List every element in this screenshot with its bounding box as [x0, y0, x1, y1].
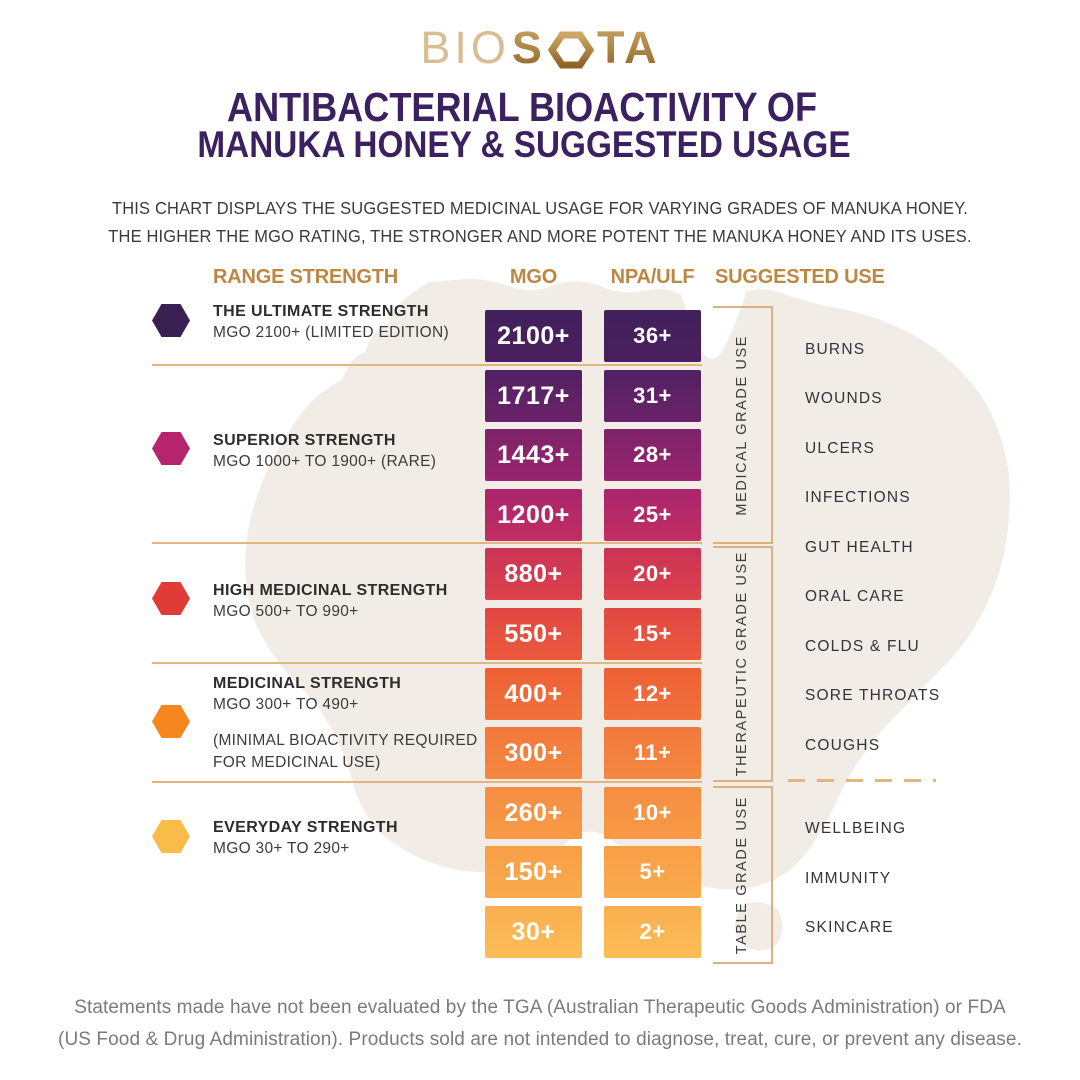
mgo-value-cell: 260+ — [485, 787, 582, 839]
group-divider-line — [152, 364, 702, 366]
intro-text-line1: THIS CHART DISPLAYS THE SUGGESTED MEDICINAL USAGE FOR VARYING GRADES OF MANUKA HONEY. — [111, 198, 969, 218]
use-item-wounds: WOUNDS — [805, 390, 883, 407]
npa-value-cell: 28+ — [604, 429, 701, 481]
npa-value-cell: 20+ — [604, 548, 701, 600]
column-header-npa-ulf: NPA/ULF — [610, 266, 695, 288]
use-item-immunity: IMMUNITY — [805, 870, 892, 887]
use-item-gut-health: GUT HEALTH — [805, 539, 914, 556]
use-item-wellbeing: WELLBEING — [805, 820, 907, 837]
npa-value-cell: 12+ — [604, 668, 701, 720]
group-divider-line — [152, 781, 702, 783]
grade-label-therapeutic: THERAPEUTIC GRADE USE — [734, 551, 750, 777]
group-title: EVERYDAY STRENGTH — [213, 819, 398, 836]
strength-group-medicinal — [213, 673, 498, 774]
npa-value-cell: 2+ — [604, 906, 701, 958]
group-note: (MINIMAL BIOACTIVITY REQUIRED FOR MEDICINAL USE) — [213, 732, 478, 771]
page-title-line1: ANTIBACTERIAL BIOACTIVITY OF — [227, 84, 817, 130]
use-item-burns: BURNS — [805, 341, 866, 358]
group-subtitle: MGO 300+ TO 490+ — [213, 696, 359, 713]
group-subtitle: MGO 2100+ (LIMITED EDITION) — [213, 324, 449, 341]
group-title: MEDICINAL STRENGTH — [213, 675, 402, 692]
use-item-sore-throats: SORE THROATS — [805, 687, 941, 704]
disclaimer-line2: (US Food & Drug Administration). Products sold are not intended to diagnose, treat, cure, or prevent any disease. — [58, 1029, 1022, 1050]
mgo-value-cell: 1717+ — [485, 370, 582, 422]
npa-value-cell: 10+ — [604, 787, 701, 839]
mgo-value-cell: 2100+ — [485, 310, 582, 362]
brand-logo — [0, 20, 1080, 76]
mgo-value-cell: 880+ — [485, 548, 582, 600]
mgo-value-cell: 550+ — [485, 608, 582, 660]
group-subtitle: MGO 500+ TO 990+ — [213, 603, 359, 620]
strength-group-high-medicinal — [213, 580, 448, 622]
mgo-value-cell: 1200+ — [485, 489, 582, 541]
npa-value-cell: 15+ — [604, 608, 701, 660]
mgo-value-cell: 30+ — [485, 906, 582, 958]
column-header-range-strength: RANGE STRENGTH — [213, 266, 398, 288]
use-item-ulcers: ULCERS — [805, 440, 876, 457]
npa-value-cell: 31+ — [604, 370, 701, 422]
grade-bracket-table — [713, 786, 773, 964]
strength-group-superior — [213, 430, 436, 472]
mgo-value-cell: 300+ — [485, 727, 582, 779]
group-title: THE ULTIMATE STRENGTH — [213, 303, 429, 320]
grade-bracket-therapeutic — [713, 546, 773, 782]
use-item-coughs: COUGHS — [805, 737, 881, 754]
column-header-mgo: MGO — [509, 266, 558, 288]
logo-text-ta: TA — [596, 22, 660, 73]
group-divider-line — [152, 542, 702, 544]
hexagon-o-icon — [548, 30, 594, 70]
logo-text-s: S — [511, 22, 545, 73]
mgo-value-cell: 1443+ — [485, 429, 582, 481]
use-item-oral-care: ORAL CARE — [805, 588, 905, 605]
dashed-divider-line — [788, 779, 936, 782]
group-subtitle: MGO 30+ TO 290+ — [213, 840, 350, 857]
intro-text-line2: THE HIGHER THE MGO RATING, THE STRONGER AND MORE POTENT THE MANUKA HONEY AND ITS USES. — [108, 226, 972, 246]
use-item-colds-flu: COLDS & FLU — [805, 638, 920, 655]
group-divider-line — [152, 662, 702, 664]
mgo-value-cell: 150+ — [485, 846, 582, 898]
group-title: SUPERIOR STRENGTH — [213, 432, 396, 449]
use-item-skincare: SKINCARE — [805, 919, 894, 936]
group-subtitle: MGO 1000+ TO 1900+ (RARE) — [213, 453, 437, 470]
column-header-suggested-use: SUGGESTED USE — [715, 266, 885, 288]
strength-group-everyday — [213, 817, 398, 859]
npa-value-cell: 11+ — [604, 727, 701, 779]
strength-group-ultimate — [213, 301, 449, 343]
npa-value-cell: 5+ — [604, 846, 701, 898]
use-item-infections: INFECTIONS — [805, 489, 911, 506]
npa-value-cell: 36+ — [604, 310, 701, 362]
disclaimer-line1: Statements made have not been evaluated by the TGA (Australian Therapeutic Goods Administration) or FDA — [74, 997, 1006, 1018]
grade-label-medical: MEDICAL GRADE USE — [734, 334, 750, 516]
mgo-value-cell: 400+ — [485, 668, 582, 720]
logo-text-bio: BIO — [420, 22, 510, 73]
group-title: HIGH MEDICINAL STRENGTH — [213, 582, 448, 599]
grade-label-table: TABLE GRADE USE — [734, 795, 750, 955]
npa-value-cell: 25+ — [604, 489, 701, 541]
page-title-line2: MANUKA HONEY & SUGGESTED USAGE — [197, 124, 851, 165]
grade-bracket-medical — [713, 306, 773, 544]
